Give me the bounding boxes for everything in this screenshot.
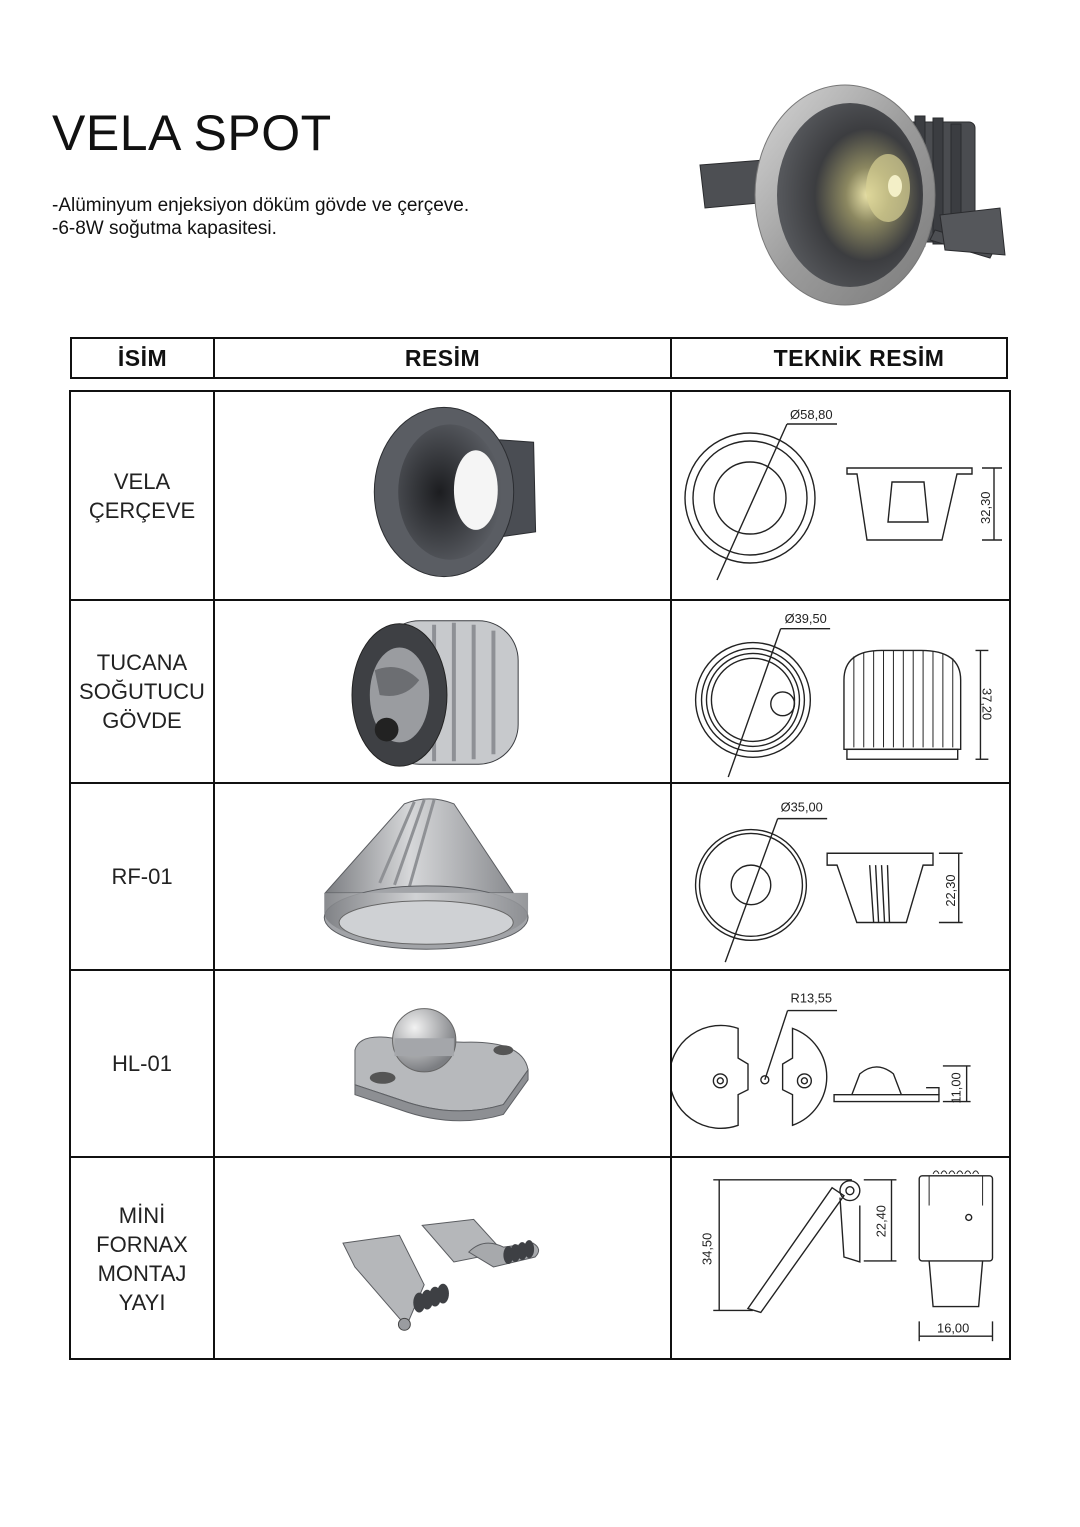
table-row	[71, 599, 1009, 782]
table-header	[70, 337, 1008, 379]
tucana-sogutucu-drawing	[672, 601, 1009, 782]
row-name: VELA ÇERÇEVE	[88, 468, 196, 523]
table-row	[71, 1156, 1009, 1360]
row-name: TUCANA SOĞUTUCU GÖVDE	[79, 650, 205, 733]
dim-height: 22,40	[873, 1205, 889, 1238]
vela-cerceve-drawing	[672, 392, 1009, 599]
vela-cerceve-image	[215, 392, 670, 599]
hl-01-image	[215, 971, 670, 1156]
description-line-1: -Alüminyum enjeksiyon döküm gövde ve çerçeve.	[52, 195, 470, 216]
rf-01-image	[215, 784, 670, 969]
dim-height: 37,20	[979, 688, 995, 721]
dim-height: 22,30	[942, 874, 958, 907]
rf-01-drawing	[672, 784, 1009, 969]
row-name: HL-01	[112, 1051, 172, 1076]
hl-01-drawing	[672, 971, 1009, 1156]
table-row	[71, 969, 1009, 1156]
dim-height: 11,00	[948, 1072, 964, 1104]
dim-radius: R13,55	[790, 990, 833, 1006]
dim-height: 32,30	[978, 491, 993, 524]
dim-width: 16,00	[937, 1320, 970, 1336]
product-table	[69, 390, 1011, 1360]
mini-fornax-montaj-yayi-image	[215, 1158, 670, 1360]
description-line-2: -6-8W soğutma kapasitesi.	[52, 218, 277, 239]
row-name: RF-01	[111, 864, 173, 889]
dim-total-height: 34,50	[699, 1232, 715, 1265]
description	[52, 194, 469, 240]
dim-diameter: Ø35,00	[780, 799, 823, 815]
header-drawing: TEKNİK RESİM	[773, 344, 945, 371]
header-name: İSİM	[72, 339, 215, 377]
page-title: VELA SPOT	[52, 105, 332, 161]
vela-spot-product-image	[690, 80, 1010, 315]
table-row	[71, 392, 1009, 599]
row-name: MİNİ FORNAX MONTAJ YAYI	[96, 1203, 188, 1315]
dim-diameter: Ø58,80	[790, 407, 833, 422]
table-row	[71, 782, 1009, 969]
dim-diameter: Ø39,50	[784, 610, 827, 626]
mini-fornax-montaj-yayi-drawing	[672, 1158, 1009, 1360]
header-image: RESİM	[215, 339, 672, 377]
tucana-sogutucu-image	[215, 601, 670, 782]
